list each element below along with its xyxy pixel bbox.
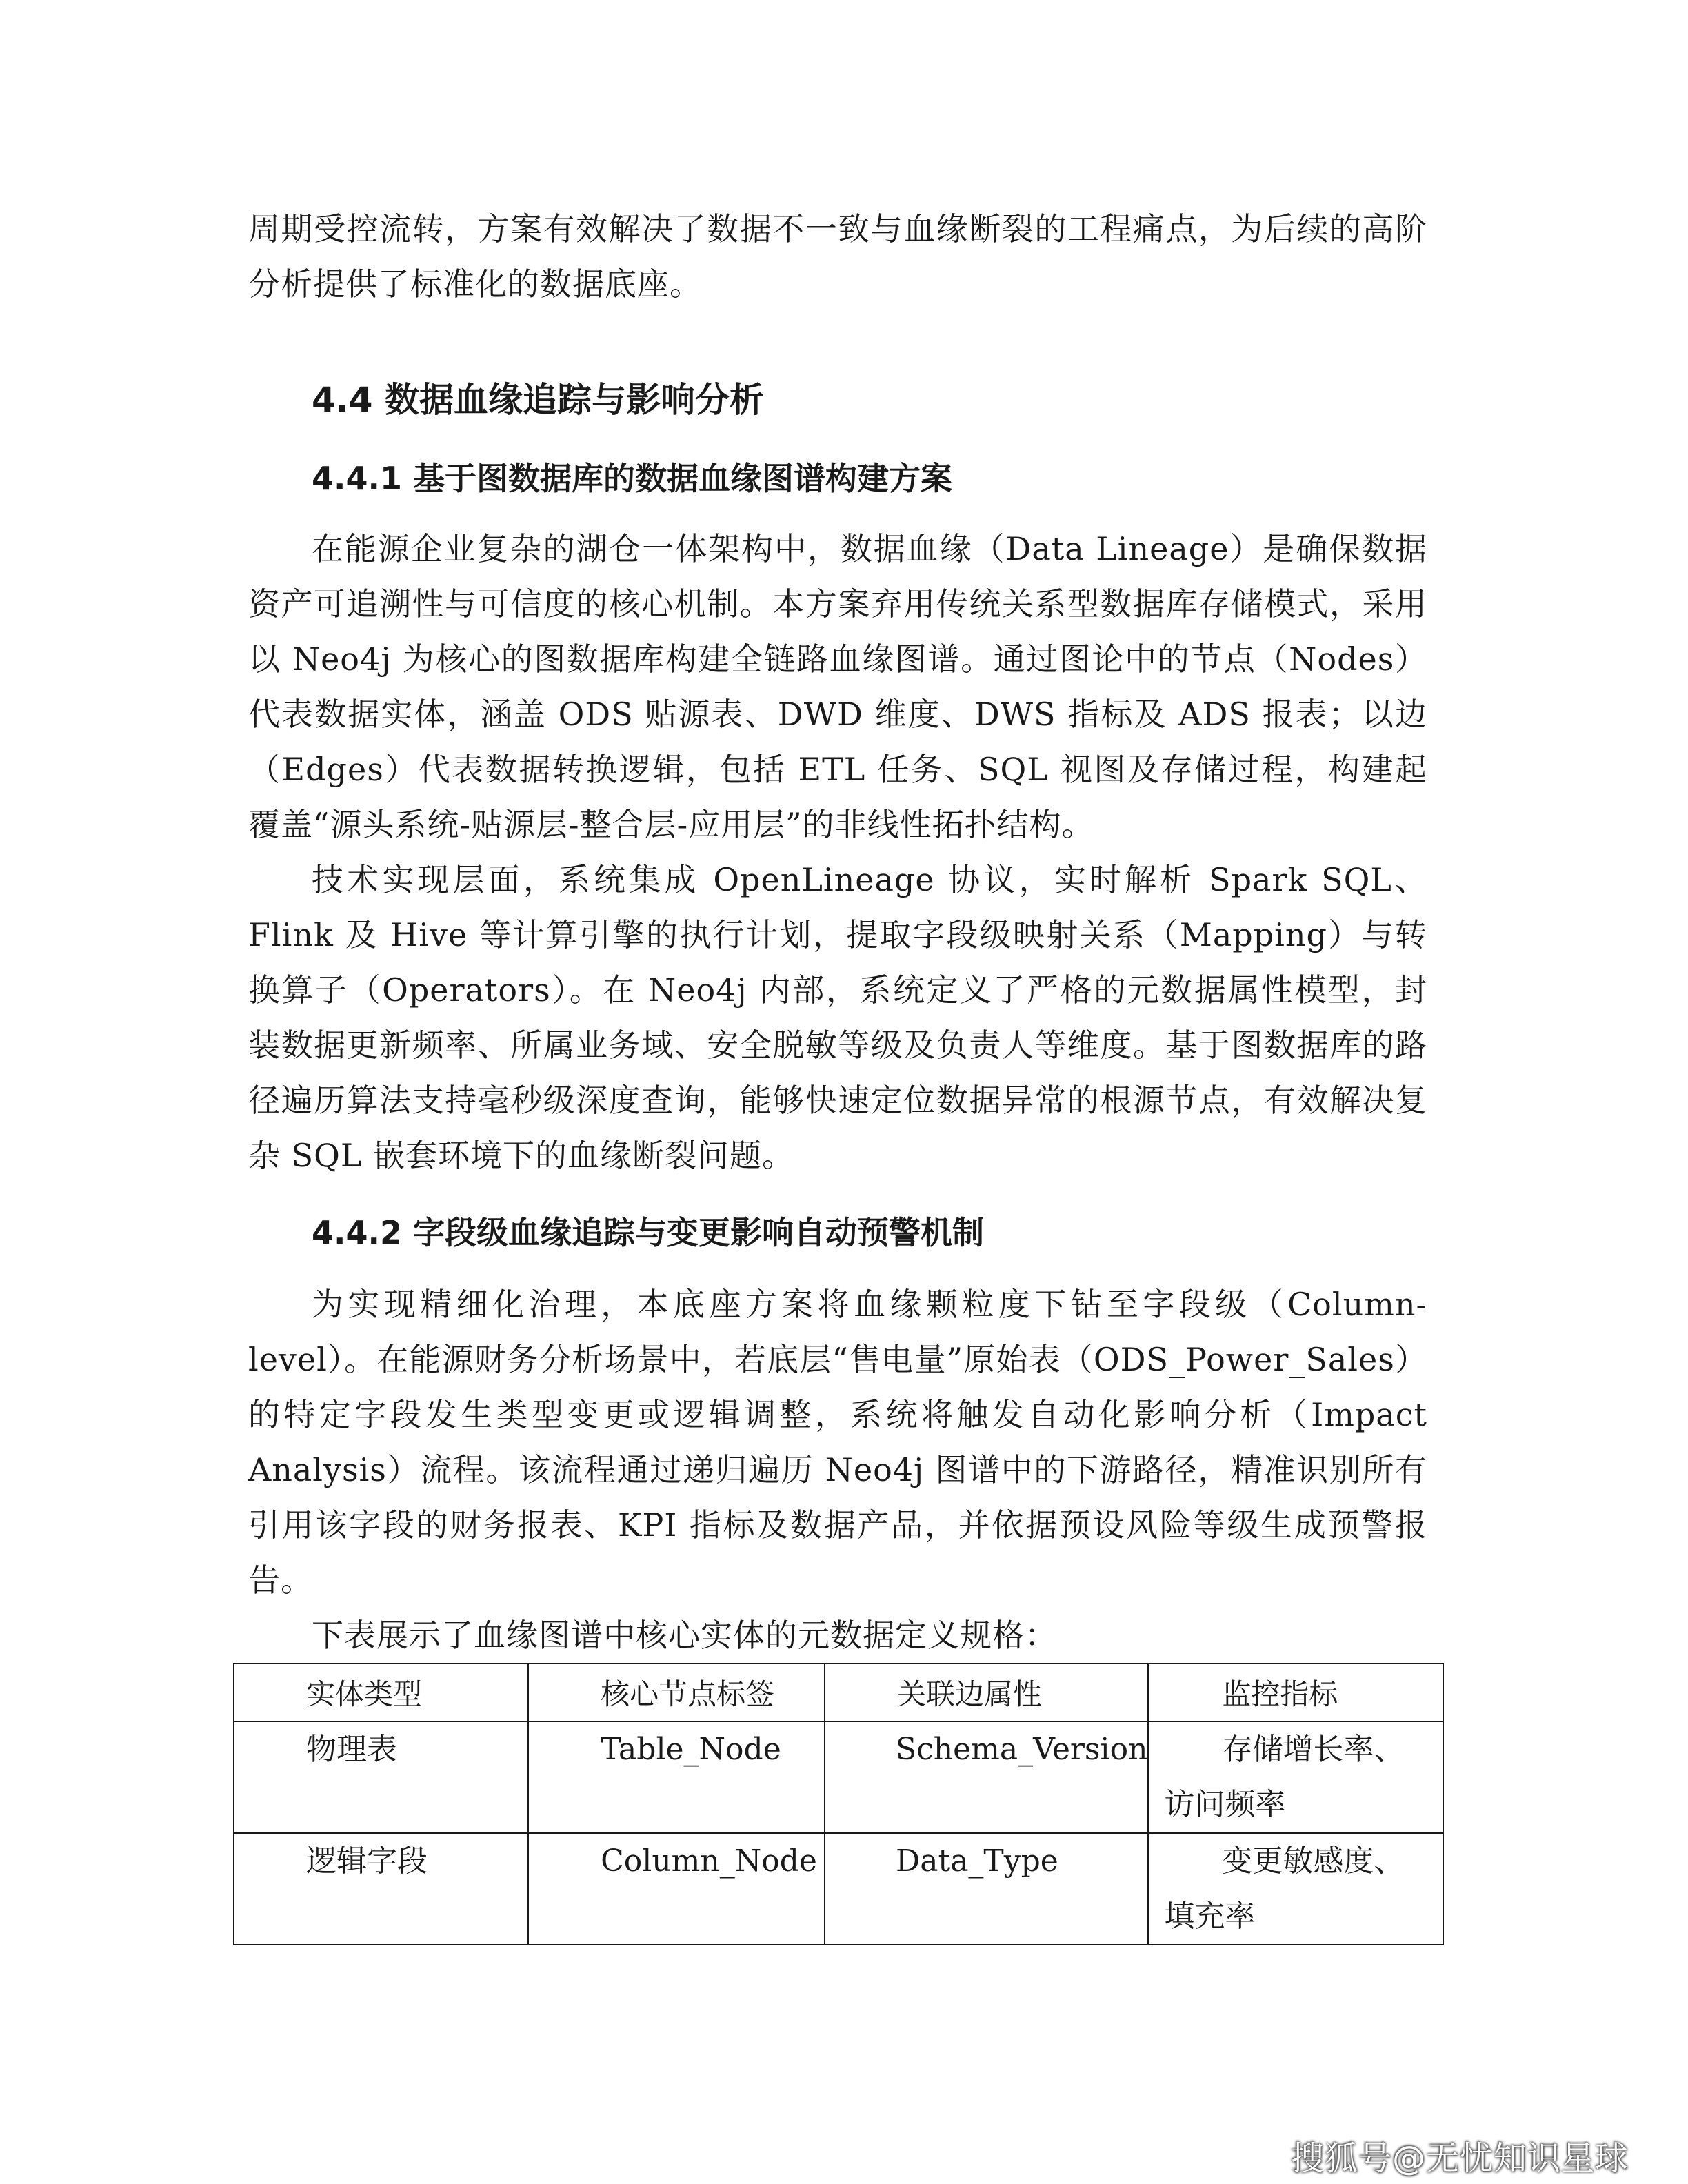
header-entity-type: 实体类型 <box>234 1664 528 1721</box>
header-monitor-metric: 监控指标 <box>1148 1664 1443 1721</box>
cell-metric-line-1: 变更敏感度、 <box>1222 1843 1405 1879</box>
cell-metric-line-1: 存储增长率、 <box>1222 1732 1405 1767</box>
header-node-label: 核心节点标签 <box>528 1664 825 1721</box>
watermark: 搜狐号@无忧知识星球 <box>1290 2139 1629 2178</box>
paragraph-technical-implementation: 技术实现层面，系统集成 OpenLineage 协议，实时解析 Spark SQL、Flink 及 Hive 等计算引擎的执行计划，提取字段级映射关系（Mapping）与转换算子（Operators）。在 Neo4j 内部，系统定义了严格的元数据属性模型，封装数据更新频率、所属业务域、安全脱敏等级及负责人等维度。基于图数据库的路径遍历算法支持毫秒级深度查询，能够快速定位数据异常的根源节点，有效解决复杂 SQL 嵌套环境下的血缘断裂问题。 <box>248 861 1427 1174</box>
cell-metric <box>1148 1833 1443 1945</box>
cell-metric <box>1148 1721 1443 1833</box>
paragraph-lineage-graph: 在能源企业复杂的湖仓一体架构中，数据血缘（Data Lineage）是确保数据资产可追溯性与可信度的核心机制。本方案弃用传统关系型数据库存储模式，采用以 Neo4j 为核心的图数据库构建全链路血缘图谱。通过图论中的节点（Nodes）代表数据实体，涵盖 ODS 贴源表、DWD 维度、DWS 指标及 ADS 报表；以边（Edges）代表数据转换逻辑，包括 ETL 任务、SQL 视图及存储过程，构建起覆盖“源头系统-贴源层-整合层-应用层”的非线性拓扑结构。 <box>248 530 1427 843</box>
cell-entity: 逻辑字段 <box>234 1833 528 1945</box>
cell-label: Column_Node <box>528 1833 825 1945</box>
cell-edge: Schema_Version <box>825 1721 1148 1833</box>
section-heading-4-4-2: 4.4.2 字段级血缘追踪与变更影响自动预警机制 <box>312 1214 984 1251</box>
metadata-spec-table <box>233 1663 1444 1945</box>
table-row <box>234 1721 1443 1833</box>
cell-metric-line-2: 访问频率 <box>1164 1787 1286 1822</box>
intro-paragraph: 周期受控流转，方案有效解决了数据不一致与血缘断裂的工程痛点，为后续的高阶分析提供了标准化的数据底座。 <box>248 210 1427 303</box>
cell-edge: Data_Type <box>825 1833 1148 1945</box>
section-heading-4-4: 4.4 数据血缘追踪与影响分析 <box>312 380 764 420</box>
table-row <box>234 1833 1443 1945</box>
cell-metric-line-2: 填充率 <box>1164 1899 1256 1934</box>
cell-label: Table_Node <box>528 1721 825 1833</box>
table-intro-text: 下表展示了血缘图谱中核心实体的元数据定义规格： <box>312 1617 1057 1654</box>
section-heading-4-4-1: 4.4.1 基于图数据库的数据血缘图谱构建方案 <box>312 460 952 497</box>
table-header-row <box>234 1664 1443 1721</box>
cell-entity: 物理表 <box>234 1721 528 1833</box>
paragraph-column-level-lineage: 为实现精细化治理，本底座方案将血缘颗粒度下钻至字段级（Column-level）。在能源财务分析场景中，若底层“售电量”原始表（ODS_Power_Sales）的特定字段发生类型变更或逻辑调整，系统将触发自动化影响分析（Impact Analysis）流程。该流程通过递归遍历 Neo4j 图谱中的下游路径，精准识别所有引用该字段的财务报表、KPI 指标及数据产品，并依据预设风险等级生成预警报告。 <box>248 1286 1427 1599</box>
header-edge-attribute: 关联边属性 <box>825 1664 1148 1721</box>
